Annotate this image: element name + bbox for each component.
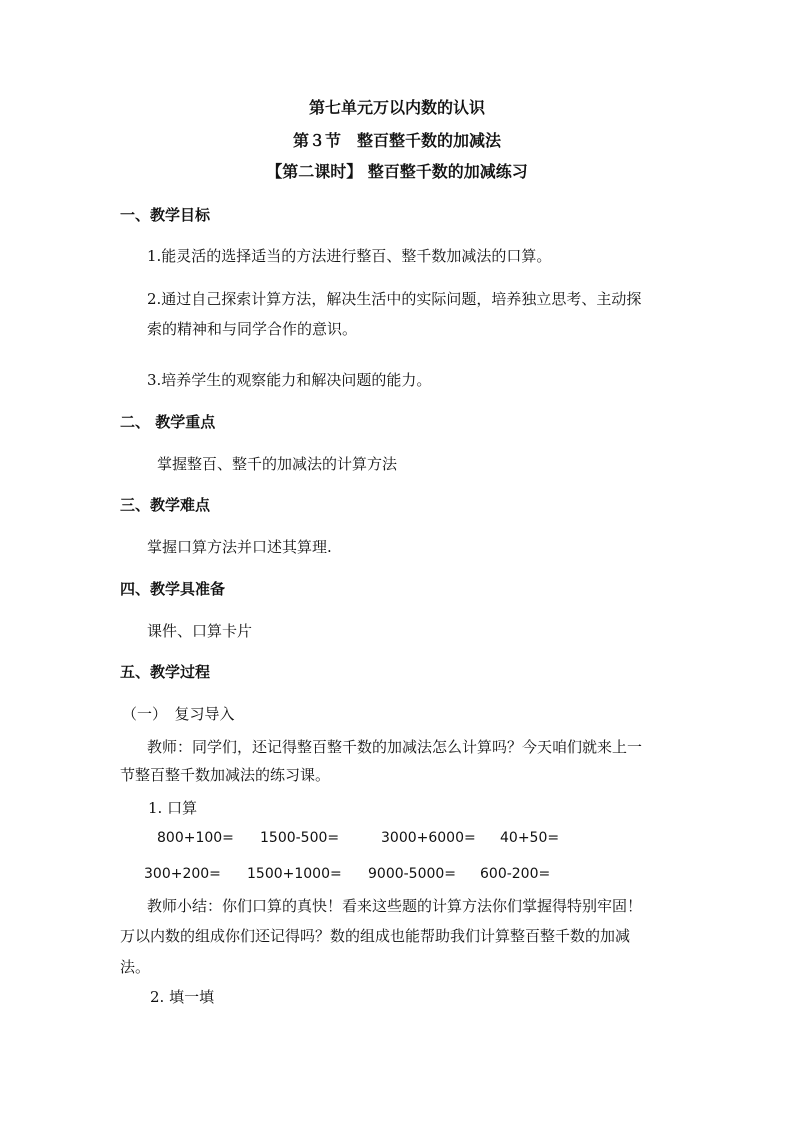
key-points-text: 掌握整百、整千的加减法的计算方法 [157, 455, 398, 473]
lesson-title: 【第二课时】 整百整千数的加减练习 [266, 162, 528, 181]
heading-difficulties: 三、教学难点 [120, 496, 211, 514]
calc-item: 600-200= [480, 866, 551, 882]
heading-process: 五、教学过程 [120, 663, 211, 681]
item-2-heading: 2. 填一填 [150, 988, 215, 1006]
calc-item: 1500+1000= [247, 866, 342, 882]
calc-item: 40+50= [500, 830, 560, 846]
summary-line-1: 教师小结：你们口算的真快！看来这些题的计算方法你们掌握得特别牢固！ [147, 897, 643, 915]
calc-item: 800+100= [157, 830, 234, 846]
calc-item: 300+200= [144, 866, 221, 882]
difficulties-text: 掌握口算方法并口述其算理. [147, 538, 332, 556]
item-1-heading: 1. 口算 [148, 799, 198, 817]
heading-key-points: 二、 教学重点 [120, 413, 216, 431]
unit-title: 第七单元万以内数的认识 [308, 98, 485, 117]
calc-item: 9000-5000= [368, 866, 457, 882]
goal-2-line-2: 索的精神和与同学合作的意识。 [147, 320, 358, 338]
calc-item: 1500-500= [260, 830, 340, 846]
heading-materials: 四、教学具准备 [120, 580, 226, 598]
summary-line-2: 万以内数的组成你们还记得吗？数的组成也能帮助我们计算整百整千数的加减 [120, 927, 631, 945]
materials-text: 课件、口算卡片 [147, 622, 253, 640]
part-1-heading: （一） 复习导入 [122, 705, 235, 723]
goal-1: 1.能灵活的选择适当的方法进行整百、整千数加减法的口算。 [147, 247, 552, 265]
summary-line-3: 法。 [120, 958, 151, 976]
section-title: 第３节 整百整千数的加减法 [292, 131, 501, 150]
goal-2-line-1: 2.通过自己探索计算方法，解决生活中的实际问题，培养独立思考、主动探 [147, 290, 642, 308]
calc-item: 3000+6000= [381, 830, 476, 846]
teacher-intro-line-1: 教师：同学们，还记得整百整千数的加减法怎么计算吗？今天咱们就来上一 [147, 738, 643, 756]
teacher-intro-line-2: 节整百整千数加减法的练习课。 [120, 766, 331, 784]
heading-teaching-goals: 一、教学目标 [120, 206, 211, 224]
goal-3: 3.培养学生的观察能力和解决问题的能力。 [147, 371, 432, 389]
